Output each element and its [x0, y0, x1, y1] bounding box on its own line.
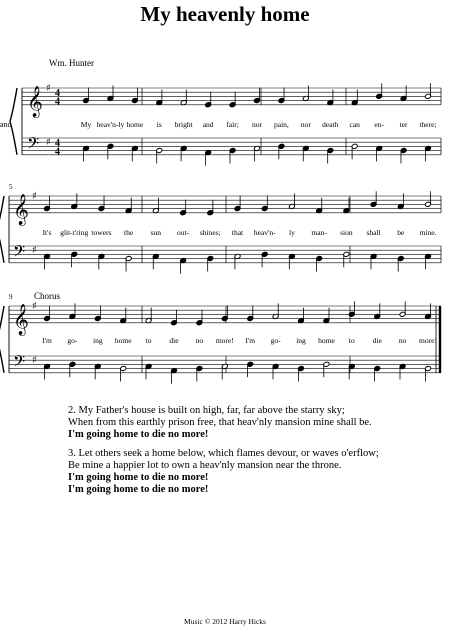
treble-clef-icon: 𝄞: [27, 85, 43, 117]
system-1: [10, 83, 441, 166]
composer-credit: Wm. Hunter: [49, 58, 94, 68]
page-title: My heavenly home: [140, 2, 310, 26]
lyric-syllable: shall: [366, 228, 381, 237]
measure-number: 5: [9, 183, 13, 191]
lyric-syllable: home: [318, 336, 335, 345]
lyric-syllable: ly: [289, 228, 295, 237]
system-2: [0, 183, 441, 274]
verse-line: 2. My Father's house is built on high, far, far above the starry sky;: [68, 405, 345, 416]
lyric-syllable: to: [145, 336, 152, 345]
refrain-line: I'm going home to die no more!: [68, 428, 209, 440]
key-sharp-icon: ♯: [32, 355, 37, 367]
lyric-syllable: ing: [296, 336, 306, 345]
refrain-line: I'm going home to die no more!: [68, 471, 209, 483]
measure-number: 9: [9, 293, 13, 301]
lyric-syllable: My: [80, 120, 92, 129]
lyric-syllable: and: [202, 120, 214, 129]
lyric-syllable: glit-t'ring: [60, 228, 89, 237]
key-sharp-icon: ♯: [46, 83, 51, 94]
verse-line: 3. Let others seek a home below, which flames devour, or waves o'erflow;: [68, 448, 379, 460]
lyric-syllable: It's: [42, 228, 52, 237]
bass-clef-icon: 𝄢: [13, 242, 26, 265]
lyric-syllable: home: [114, 336, 132, 345]
instrument-label: ano: [0, 120, 12, 129]
lyric-syllable: that: [231, 228, 244, 237]
lyric-syllable: I'm: [245, 336, 256, 345]
lyric-syllable: bright: [174, 120, 193, 129]
lyric-syllable: go-: [270, 336, 281, 345]
brace: [0, 196, 4, 263]
lyric-syllable: out-: [177, 228, 190, 237]
lyric-syllable: towers: [91, 228, 112, 237]
lyric-syllable: more!: [215, 336, 234, 345]
lyric-syllable: is: [156, 120, 162, 129]
bass-clef-icon: 𝄢: [27, 134, 40, 157]
time-signature-bottom: 4: [55, 146, 60, 158]
lyric-syllable: death: [322, 120, 339, 129]
lyric-syllable: fair;: [226, 120, 239, 129]
bass-clef-icon: 𝄢: [13, 352, 26, 375]
treble-clef-icon: 𝄞: [13, 303, 29, 335]
verse-line: When from this earthly prison free, that heav'nly mansion mine shall be.: [68, 416, 372, 428]
verse-2: [68, 405, 379, 440]
lyric-syllable: no: [398, 336, 407, 345]
time-signature-bottom: 4: [55, 96, 60, 108]
copyright-footer: Music © 2012 Harry Hicks: [184, 617, 266, 626]
lyric-syllable: more!: [419, 336, 437, 345]
lyric-syllable: there;: [419, 120, 437, 129]
treble-clef-icon: 𝄞: [13, 193, 29, 225]
lyric-syllable: shines;: [199, 228, 221, 237]
lyric-syllable: ter: [399, 120, 408, 129]
lyric-syllable: can: [349, 120, 360, 129]
system-3: [0, 291, 441, 384]
lyric-syllable: the: [124, 228, 134, 237]
section-label: Chorus: [34, 291, 61, 301]
lyric-syllable: home: [126, 120, 144, 129]
time-signature-top: 4: [55, 137, 60, 149]
key-sharp-icon: ♯: [32, 191, 37, 202]
verse-line: Be mine a happier lot to own a heav'nly mansion near the throne.: [68, 460, 342, 472]
lyric-syllable: sun: [150, 228, 162, 237]
lyric-syllable: be: [397, 228, 405, 237]
lyric-syllable: go-: [67, 336, 78, 345]
lyric-syllable: heav'n-: [253, 228, 276, 237]
lyric-syllable: en-: [374, 120, 384, 129]
lyric-syllable: pain,: [274, 120, 289, 129]
key-sharp-icon: ♯: [32, 245, 37, 257]
lyric-syllable: man-: [311, 228, 327, 237]
lyric-syllable: nor: [300, 120, 311, 129]
lyric-syllable: die: [372, 336, 382, 345]
time-signature-top: 4: [55, 87, 60, 99]
brace: [10, 88, 17, 155]
verses-block: [68, 405, 379, 496]
lyric-syllable: heav'n-ly: [96, 120, 125, 129]
verse-3: [68, 448, 379, 495]
key-sharp-icon: ♯: [46, 137, 51, 149]
lyric-syllable: to: [348, 336, 355, 345]
lyric-syllable: nor: [252, 120, 262, 129]
refrain-line: I'm going home to die no more!: [68, 483, 209, 495]
key-sharp-icon: ♯: [32, 301, 37, 312]
lyric-syllable: mine.: [419, 228, 437, 237]
brace: [0, 306, 4, 373]
lyric-syllable: ing: [93, 336, 103, 345]
lyric-syllable: no: [195, 336, 204, 345]
lyric-syllable: sion: [340, 228, 353, 237]
lyric-syllable: I'm: [42, 336, 52, 345]
lyric-syllable: die: [169, 336, 179, 345]
